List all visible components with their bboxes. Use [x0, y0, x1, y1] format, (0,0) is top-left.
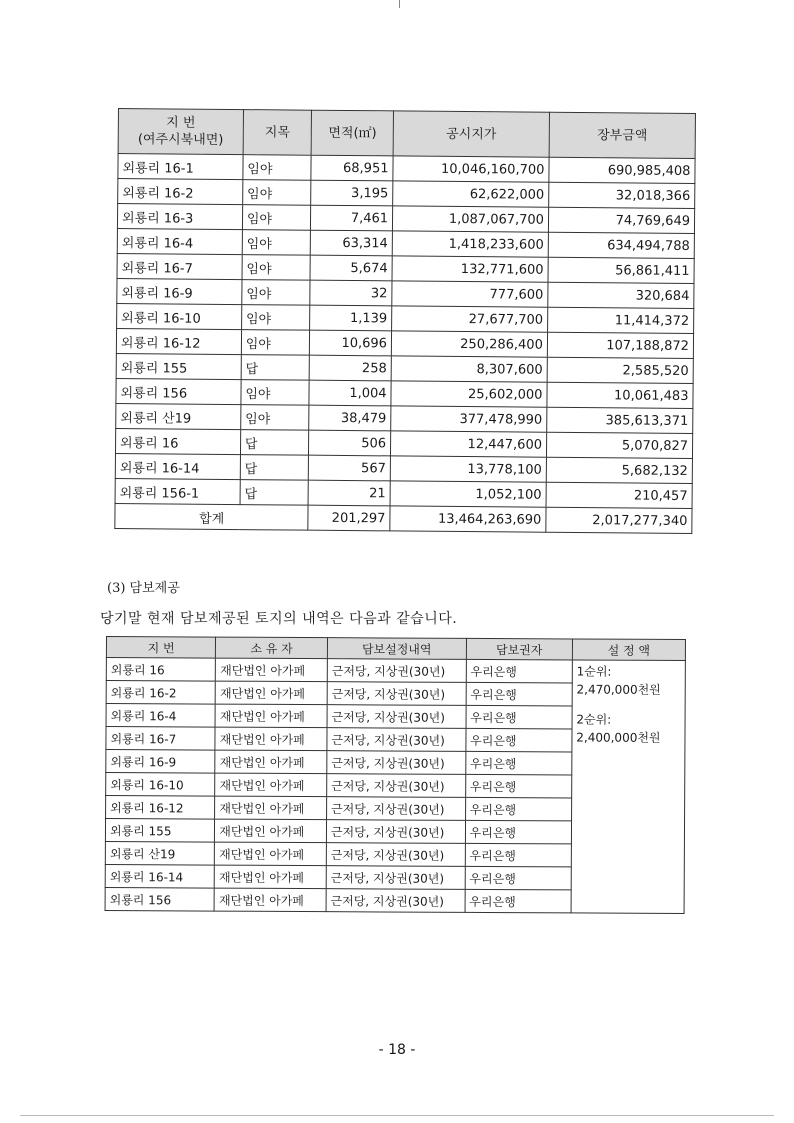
book-value-cell: 5,682,132: [546, 457, 692, 483]
lot-cell: 외룡리 16-12: [116, 328, 241, 354]
lot-cell: 외룡리 16: [106, 658, 215, 682]
land-table: [114, 108, 696, 534]
lot-cell: 외룡리 155: [116, 353, 241, 379]
book-value-cell: 32,018,366: [549, 182, 695, 208]
lot-cell: 외룡리 산19: [105, 841, 214, 865]
land-table-header-row: [118, 109, 695, 159]
book-value-cell: 56,861,411: [548, 257, 694, 283]
holder-cell: 우리은행: [466, 728, 572, 752]
owner-cell: 재단법인 아가페: [215, 773, 327, 797]
owner-cell: 재단법인 아가페: [215, 681, 327, 705]
section-heading: (3) 담보제공: [107, 581, 180, 596]
lot-cell: 외룡리 16-7: [106, 727, 215, 751]
detail-cell: 근저당, 지상권(30년): [327, 728, 466, 752]
holder-cell: 우리은행: [465, 820, 571, 844]
collateral-table-body: [105, 658, 685, 914]
book-value-cell: 690,985,408: [549, 157, 695, 183]
lot-cell: 외룡리 16-12: [106, 796, 215, 820]
owner-cell: 재단법인 아가페: [215, 842, 327, 866]
lot-cell: 외룡리 16-2: [118, 179, 243, 205]
detail-cell: 근저당, 지상권(30년): [326, 866, 465, 890]
holder-cell: 우리은행: [465, 797, 571, 821]
amount-rank: 2순위:: [576, 712, 612, 727]
header-amount: 설 정 액: [572, 639, 685, 661]
official-price-cell: 250,286,400: [391, 331, 547, 357]
lot-cell: 외룡리 16-4: [106, 704, 215, 728]
official-price-cell: 62,622,000: [393, 181, 549, 207]
holder-cell: 우리은행: [465, 774, 571, 798]
header-book-value: 장부금액: [549, 112, 695, 158]
book-value-cell: 634,494,788: [548, 232, 694, 258]
official-price-cell: 1,418,233,600: [392, 231, 548, 257]
holder-cell: 우리은행: [465, 843, 571, 867]
owner-cell: 재단법인 아가페: [215, 704, 327, 728]
book-value-cell: 210,457: [546, 482, 692, 508]
header-official-price: 공시지가: [393, 111, 549, 157]
area-cell: 506: [309, 430, 391, 456]
amount-entry: [576, 662, 680, 699]
official-price-cell: 1,087,067,700: [392, 206, 548, 232]
category-cell: 임야: [241, 405, 310, 431]
owner-cell: 재단법인 아가페: [215, 750, 327, 774]
category-cell: 답: [240, 455, 309, 481]
category-cell: 임야: [242, 255, 311, 281]
total-row: [115, 503, 692, 533]
amount-value: 2,470,000천원: [576, 682, 661, 697]
header-category: 지목: [243, 110, 312, 156]
lot-cell: 외룡리 156-1: [115, 478, 240, 504]
total-area: 201,297: [308, 505, 390, 531]
detail-cell: 근저당, 지상권(30년): [327, 751, 466, 775]
amount-rank: 1순위:: [576, 664, 612, 679]
category-cell: 임야: [242, 205, 311, 231]
table-row: [106, 658, 685, 684]
detail-cell: 근저당, 지상권(30년): [327, 659, 466, 683]
lot-cell: 외룡리 16-9: [117, 278, 242, 304]
lot-cell: 외룡리 16-2: [106, 681, 215, 705]
book-value-cell: 385,613,371: [547, 407, 693, 433]
header-lot: 지 번: [106, 637, 215, 659]
owner-cell: 재단법인 아가페: [215, 819, 327, 843]
detail-cell: 근저당, 지상권(30년): [327, 682, 466, 706]
official-price-cell: 777,600: [392, 281, 548, 307]
book-value-cell: 10,061,483: [547, 382, 693, 408]
lot-cell: 외룡리 155: [105, 819, 214, 843]
lot-cell: 외룡리 16-14: [105, 864, 214, 888]
area-cell: 32: [310, 280, 392, 306]
lot-cell: 외룡리 156: [116, 378, 241, 404]
lot-cell: 외룡리 산19: [116, 403, 241, 429]
header-detail: 담보설정내역: [327, 638, 466, 660]
header-lot-label: 지 번: [166, 115, 196, 131]
holder-cell: 우리은행: [466, 705, 572, 729]
area-cell: 258: [310, 355, 392, 381]
category-cell: 임야: [241, 330, 310, 356]
area-cell: 567: [309, 455, 391, 481]
header-lot: [118, 109, 243, 155]
detail-cell: 근저당, 지상권(30년): [326, 889, 465, 913]
holder-cell: 우리은행: [465, 889, 571, 913]
official-price-cell: 25,602,000: [391, 381, 547, 407]
section-description: 당기말 현재 담보제공된 토지의 내역은 다음과 같습니다.: [100, 611, 458, 627]
lot-cell: 외룡리 16-7: [117, 253, 242, 279]
lot-cell: 외룡리 16-9: [106, 750, 215, 774]
area-cell: 3,195: [311, 180, 393, 206]
amount-value: 2,400,000천원: [576, 730, 661, 745]
area-cell: 68,951: [311, 155, 393, 181]
detail-cell: 근저당, 지상권(30년): [327, 705, 466, 729]
category-cell: 답: [240, 430, 309, 456]
book-value-cell: 11,414,372: [548, 307, 694, 333]
detail-cell: 근저당, 지상권(30년): [326, 843, 465, 867]
lot-cell: 외룡리 16-10: [117, 303, 242, 329]
category-cell: 임야: [242, 230, 311, 256]
official-price-cell: 10,046,160,700: [393, 156, 549, 182]
land-table-body: [115, 154, 695, 534]
total-label: 합계: [115, 503, 309, 530]
holder-cell: 우리은행: [466, 659, 572, 683]
book-value-cell: 5,070,827: [546, 432, 692, 458]
detail-cell: 근저당, 지상권(30년): [326, 820, 465, 844]
page-number: - 18 -: [378, 1042, 416, 1058]
lot-cell: 외룡리 16-1: [118, 154, 243, 180]
category-cell: 임야: [243, 180, 312, 206]
official-price-cell: 1,052,100: [390, 481, 546, 507]
area-cell: 10,696: [310, 330, 392, 356]
category-cell: 임야: [241, 380, 310, 406]
book-value-cell: 74,769,649: [548, 207, 694, 233]
lot-cell: 외룡리 156: [105, 887, 214, 911]
header-lot-sub: (여주시북내면): [137, 132, 224, 148]
amount-entry: [576, 710, 680, 747]
category-cell: 임야: [241, 305, 310, 331]
official-price-cell: 12,447,600: [391, 431, 547, 457]
holder-cell: 우리은행: [465, 751, 571, 775]
book-value-cell: 320,684: [548, 282, 694, 308]
lot-cell: 외룡리 16-14: [115, 453, 240, 479]
lot-cell: 외룡리 16-4: [117, 228, 242, 254]
lot-cell: 외룡리 16-10: [106, 773, 215, 797]
collateral-table: [105, 636, 686, 914]
area-cell: 38,479: [309, 405, 391, 431]
area-cell: 63,314: [311, 230, 393, 256]
lot-cell: 외룡리 16: [115, 428, 240, 454]
holder-cell: 우리은행: [466, 682, 572, 706]
area-cell: 7,461: [311, 205, 393, 231]
category-cell: 임야: [243, 155, 312, 181]
owner-cell: 재단법인 아가페: [214, 888, 326, 912]
book-value-cell: 107,188,872: [547, 332, 693, 358]
official-price-cell: 13,778,100: [390, 456, 546, 482]
detail-cell: 근저당, 지상권(30년): [327, 774, 466, 798]
total-official-price: 13,464,263,690: [390, 506, 546, 532]
official-price-cell: 132,771,600: [392, 256, 548, 282]
official-price-cell: 377,478,990: [391, 406, 547, 432]
header-holder: 담보권자: [466, 638, 572, 660]
official-price-cell: 27,677,700: [392, 306, 548, 332]
total-book-value: 2,017,277,340: [546, 507, 692, 533]
owner-cell: 재단법인 아가페: [215, 865, 327, 889]
category-cell: 답: [240, 480, 309, 506]
book-value-cell: 2,585,520: [547, 357, 693, 383]
owner-cell: 재단법인 아가페: [215, 727, 327, 751]
category-cell: 답: [241, 355, 310, 381]
lot-cell: 외룡리 16-3: [117, 204, 242, 230]
official-price-cell: 8,307,600: [391, 356, 547, 382]
owner-cell: 재단법인 아가페: [215, 796, 327, 820]
amount-cell: [571, 660, 686, 914]
header-owner: 소 유 자: [216, 637, 328, 659]
holder-cell: 우리은행: [465, 866, 571, 890]
bottom-rule: [20, 1115, 774, 1116]
area-cell: 1,004: [309, 380, 391, 406]
top-tick-mark: [399, 0, 400, 8]
category-cell: 임야: [242, 280, 311, 306]
area-cell: 5,674: [310, 255, 392, 281]
detail-cell: 근저당, 지상권(30년): [326, 797, 465, 821]
owner-cell: 재단법인 아가페: [216, 658, 328, 682]
header-area: 면적(㎡): [311, 110, 393, 156]
collateral-table-header-row: [106, 637, 685, 661]
area-cell: 1,139: [310, 305, 392, 331]
area-cell: 21: [308, 480, 390, 506]
